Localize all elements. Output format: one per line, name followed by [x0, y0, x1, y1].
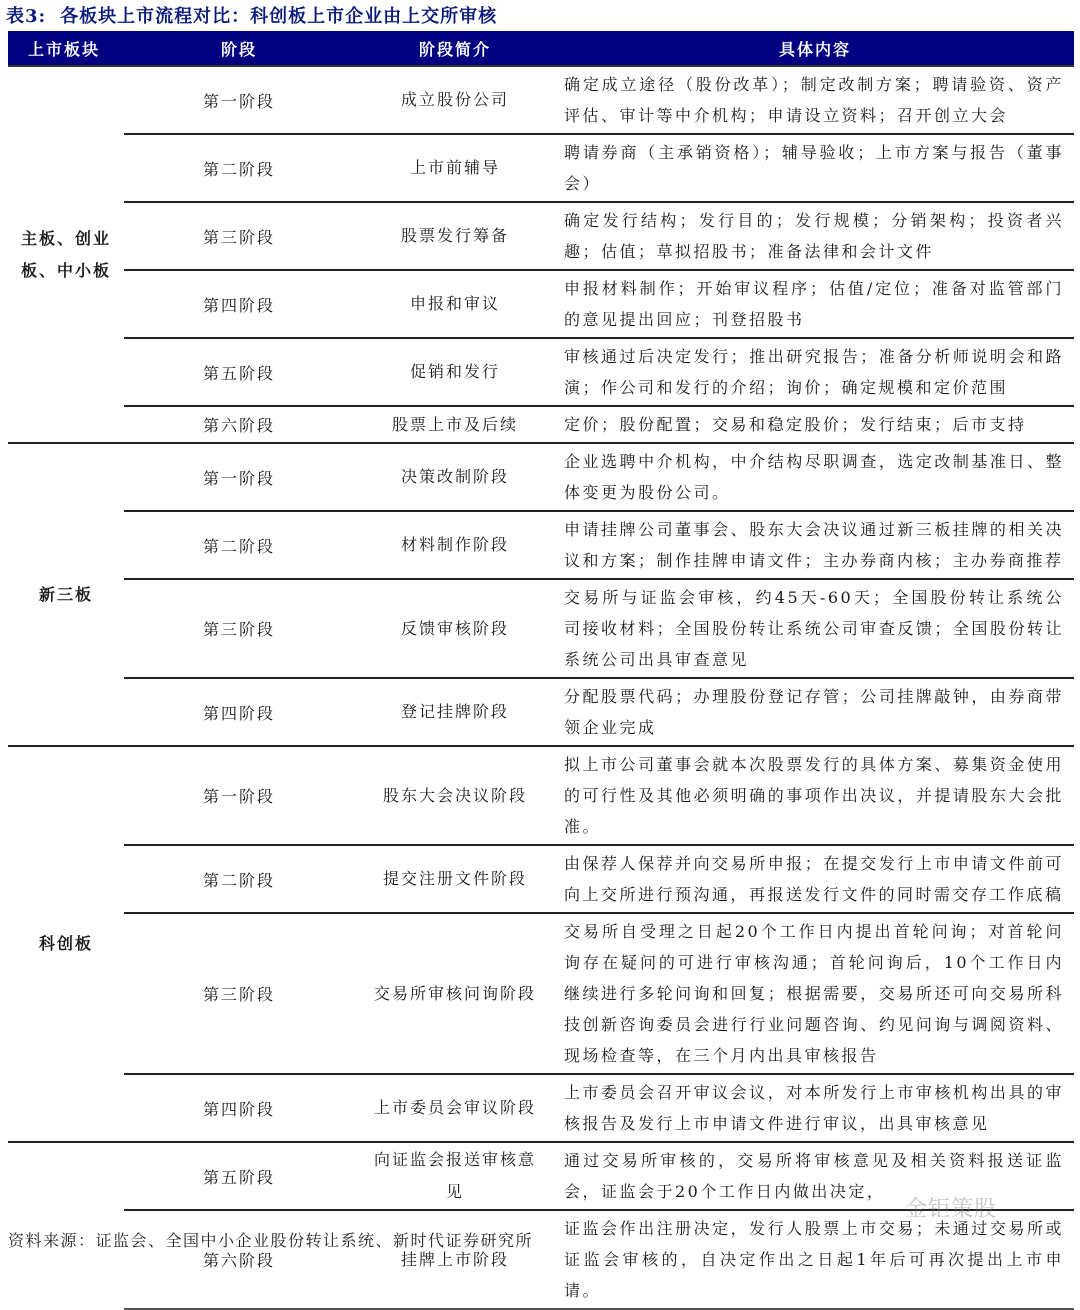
detail-cell: 由保荐人保荐并向交易所申报；在提交发行上市申请文件前可向上交所进行预沟通，再报送发行文件的同时需交存工作底稿	[556, 845, 1074, 913]
table-row	[8, 1074, 1074, 1142]
table-row	[8, 913, 1074, 1074]
detail-cell: 上市委员会召开审议会议，对本所发行上市审核机构出具的审核报告及发行上市申请文件进行审议，出具审核意见	[556, 1074, 1074, 1142]
stage-cell: 第三阶段	[124, 579, 354, 678]
table-row	[8, 202, 1074, 270]
table-row	[8, 746, 1074, 845]
brief-cell: 向证监会报送审核意见	[354, 1142, 556, 1210]
table-row	[8, 1210, 1074, 1309]
stage-cell: 第四阶段	[124, 270, 354, 338]
table-row	[8, 134, 1074, 202]
detail-cell: 申请挂牌公司董事会、股东大会决议通过新三板挂牌的相关决议和方案；制作挂牌申请文件；主办券商内核；主办券商推荐	[556, 511, 1074, 579]
brief-cell: 决策改制阶段	[354, 443, 556, 511]
stage-cell: 第四阶段	[124, 678, 354, 746]
brief-cell: 材料制作阶段	[354, 511, 556, 579]
stage-cell: 第一阶段	[202, 91, 275, 111]
stage-cell: 第二阶段	[124, 511, 354, 579]
table-row	[8, 678, 1074, 746]
stage-cell: 第四阶段	[124, 1074, 354, 1142]
brief-cell: 反馈审核阶段	[354, 579, 556, 678]
brief-cell: 交易所审核问询阶段	[354, 913, 556, 1074]
brief-cell: 申报和审议	[354, 270, 556, 338]
brief-cell: 促销和发行	[354, 338, 556, 406]
detail-cell: 审核通过后决定发行；推出研究报告；准备分析师说明会和路演；作公司和发行的介绍；询价；确定规模和定价范围	[556, 338, 1074, 406]
detail-cell: 交易所与证监会审核，约45天-60天；全国股份转让系统公司接收材料；全国股份转让系统公司审查反馈；全国股份转让系统公司出具审查意见	[556, 579, 1074, 678]
stage-cell: 第六阶段	[124, 1210, 354, 1309]
table-row	[8, 579, 1074, 678]
brief-cell: 上市前辅导	[354, 134, 556, 202]
brief-cell: 挂牌上市阶段	[354, 1210, 556, 1309]
detail-cell: 聘请券商（主承销资格）；辅导验收；上市方案与报告（董事会）	[556, 134, 1074, 202]
detail-cell: 申报材料制作；开始审议程序；估值/定位；准备对监管部门的意见提出回应；刊登招股书	[556, 270, 1074, 338]
detail-cell: 企业选聘中介机构，中介结构尽职调查，选定改制基准日、整体变更为股份公司。	[556, 443, 1074, 511]
stage-cell: 第一阶段	[124, 443, 354, 511]
table-row	[8, 845, 1074, 913]
detail-cell: 确定发行结构；发行目的；发行规模；分销架构；投资者兴趣；估值；草拟招股书；准备法律和会计文件	[556, 202, 1074, 270]
brief-cell: 股票发行筹备	[354, 202, 556, 270]
detail-cell: 分配股票代码；办理股份登记存管；公司挂牌敲钟，由券商带领企业完成	[556, 678, 1074, 746]
brief-cell: 上市委员会审议阶段	[354, 1074, 556, 1142]
stage-cell: 第一阶段	[124, 746, 354, 845]
brief-cell: 提交注册文件阶段	[354, 845, 556, 913]
column-header-detail: 具体内容	[556, 31, 1074, 66]
stage-cell: 第五阶段	[124, 338, 354, 406]
stage-cell: 第五阶段	[124, 1142, 354, 1210]
brief-cell: 成立股份公司	[400, 90, 509, 109]
table-title	[6, 2, 497, 30]
table-row	[8, 270, 1074, 338]
watermark: 金钜策股	[905, 1197, 998, 1222]
board-cell: 主板、创业板、中小板	[20, 228, 111, 280]
detail-cell: 交易所自受理之日起20个工作日内提出首轮问询；对首轮问询存在疑问的可进行审核沟通；首轮问询后，10个工作日内继续进行多轮问询和回复；根据需要，交易所还可向交易所科技创新咨询委员会进行行业问题咨询、约见问询与调阅资料、现场检查等，在三个月内出具审核报告	[556, 913, 1074, 1074]
source-note: 资料来源：证监会、全国中小企业股份转让系统、新时代证券研究所	[8, 1231, 534, 1250]
detail-cell: 定价；股份配置；交易和稳定股价；发行结束；后市支持	[556, 406, 1074, 443]
table-row	[8, 511, 1074, 579]
board-cell: 新三板	[8, 443, 124, 746]
table-row	[8, 338, 1074, 406]
table-row	[8, 66, 1074, 134]
stage-cell: 第六阶段	[124, 406, 354, 443]
detail-cell: 确定成立途径（股份改革）；制定改制方案；聘请验资、资产评估、审计等中介机构；申请设立资料；召开创立大会	[564, 75, 1064, 125]
table-number: 表3:	[6, 6, 47, 27]
table-row	[8, 406, 1074, 443]
table-header-row	[8, 31, 1074, 66]
column-header-board: 上市板块	[8, 31, 124, 66]
brief-cell: 股票上市及后续	[354, 406, 556, 443]
table-row	[8, 443, 1074, 511]
stage-cell: 第三阶段	[124, 913, 354, 1074]
board-cell	[8, 1142, 124, 1309]
stage-cell: 第二阶段	[124, 845, 354, 913]
detail-cell: 通过交易所审核的，交易所将审核意见及相关资料报送证监会，证监会于20个工作日内做出决定，	[556, 1142, 1074, 1210]
table-title-text: 各板块上市流程对比：科创板上市企业由上交所审核	[60, 6, 498, 27]
table-row	[8, 1142, 1074, 1210]
brief-cell: 登记挂牌阶段	[354, 678, 556, 746]
board-cell: 科创板	[8, 746, 124, 1142]
detail-cell: 证监会作出注册决定，发行人股票上市交易；未通过交易所或证监会审核的，自决定作出之日起1年后可再次提出上市申请。	[556, 1210, 1074, 1309]
brief-cell: 股东大会决议阶段	[354, 746, 556, 845]
column-header-stage: 阶段	[124, 31, 354, 66]
detail-cell: 拟上市公司董事会就本次股票发行的具体方案、募集资金使用的可行性及其他必须明确的事项作出决议，并提请股东大会批准。	[556, 746, 1074, 845]
stage-cell: 第二阶段	[124, 134, 354, 202]
stage-cell: 第三阶段	[124, 202, 354, 270]
column-header-brief: 阶段简介	[354, 31, 556, 66]
listing-process-table	[8, 31, 1074, 1310]
